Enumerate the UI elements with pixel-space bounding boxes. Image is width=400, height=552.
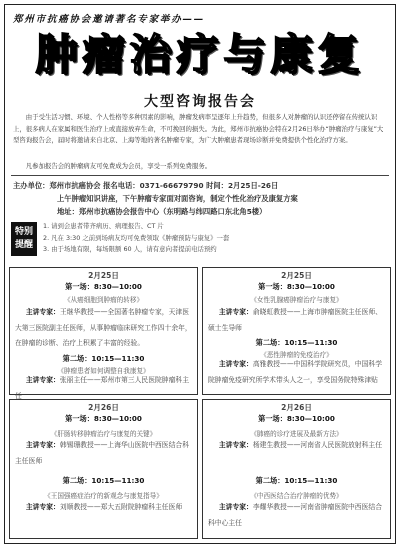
session-title: 第一场：8:30—10:00 xyxy=(65,414,142,423)
intro-paragraph: 由于受生活习惯、环境、个人性格等多种因素的影响，肿瘤发病率呈逐年上升趋势，但很多人对肿瘤的认识还停留在传统认识上，很多病人在家属和医生治疗上或直接放弃生命，不可挽回的损失。为此，郑州市抗癌协会特在2月26日举办“肿瘤治疗与康复”大型咨询报告会，届时将邀请来自北京、上海等地的著名肿瘤专家，为广大肿瘤患者现场诊断并免费提供个性化治疗方案。 xyxy=(13,113,384,145)
schedule-panel-feb26-right xyxy=(202,399,391,539)
expert-label: 主讲专家： xyxy=(25,503,60,511)
session-expert xyxy=(208,500,386,531)
session-topic: 《肿瘤患者如何调整自我康复》 xyxy=(57,367,150,375)
session-topic: 《恶性肿瘤的免疫治疗》 xyxy=(260,351,333,359)
notice-label-line2: 提醒 xyxy=(14,240,33,250)
notice-item: 3. 由于场地有限，每场限额 60 人，请有意向者提前电话预约 xyxy=(43,245,217,253)
expert-text: 高雅教授——中国科学院研究员，中国科学院肿瘤免疫研究所学术带头人之一，享受国务院特殊津贴 xyxy=(208,360,382,384)
panel-date: 2月25日 xyxy=(88,271,119,280)
session-expert xyxy=(15,500,193,516)
session-title: 第二场：10:15—11:30 xyxy=(62,354,145,363)
expert-text: 刘顺教授——郑大五附院肿瘤科主任医师 xyxy=(59,503,183,511)
panel-date: 2月25日 xyxy=(281,271,312,280)
schedule-panel-feb25-left xyxy=(9,267,198,400)
notice-label-line1: 特别 xyxy=(14,227,33,237)
host-line-address: 地址：郑州市抗癌协会报告中心（东明路与纬四路口东北角5楼） xyxy=(57,207,267,216)
special-notice xyxy=(11,221,391,259)
notice-label xyxy=(11,222,37,256)
session-title: 第二场：10:15—11:30 xyxy=(255,476,338,485)
expert-label: 主讲专家： xyxy=(25,308,60,316)
expert-text: 杨建生教授——河南省人民医院放射科主任 xyxy=(252,441,382,449)
subtitle: 大型咨询报告会 xyxy=(144,94,256,110)
notice-list xyxy=(43,221,229,256)
host-line-organizer: 主办单位：郑州市抗癌协会 报名电话：0371-66679790 时间：2月25日-26日 xyxy=(13,181,279,190)
session-expert xyxy=(208,357,386,388)
expert-label: 主讲专家： xyxy=(218,503,253,511)
expert-label: 主讲专家： xyxy=(25,441,60,449)
schedule-panel-feb25-right xyxy=(202,267,391,395)
expert-label: 主讲专家： xyxy=(218,441,253,449)
session-topic: 《王国强癌症治疗的新观念与康复指导》 xyxy=(44,492,163,500)
session-topic: 《肝肠转移肿瘤治疗与康复的关键》 xyxy=(50,430,157,438)
session-title: 第一场：8:30—10:00 xyxy=(258,282,335,291)
expert-text: 张丽主任——郑州市第三人民医院肿瘤科主任 xyxy=(15,376,189,400)
session-topic: 《女性乳腺癌肿瘤治疗与康复》 xyxy=(250,296,343,304)
session-title: 第一场：8:30—10:00 xyxy=(65,282,142,291)
panel-date: 2月26日 xyxy=(281,403,312,412)
title-banner xyxy=(19,27,381,83)
expert-label: 主讲专家： xyxy=(218,360,253,368)
session-topic: 《中西医结合治疗肿瘤的优势》 xyxy=(250,492,343,500)
divider xyxy=(11,175,389,176)
intro-line: 郑州市抗癌协会邀请著名专家举办—— xyxy=(13,14,206,25)
session-title: 第二场：10:15—11:30 xyxy=(62,476,145,485)
session-title: 第二场：10:15—11:30 xyxy=(255,338,338,347)
notice-item: 2. 凡在 3:30 之前到场病友均可免费领取《肿瘤预防与康复》一套 xyxy=(43,233,230,242)
expert-text: 韩锡珊教授——上海华山医院中西医结合科主任医师 xyxy=(15,441,189,465)
schedule-panel-feb26-left xyxy=(9,399,198,539)
expert-text: 李耀华教授——河南省肿瘤医院中西医结合科中心主任 xyxy=(208,503,382,527)
session-topic: 《肺癌的诊疗进展及最新方法》 xyxy=(250,430,343,438)
advertisement-page xyxy=(4,4,396,544)
session-expert xyxy=(208,305,386,336)
expert-text: 俞晓虹教授——上海市肿瘤医院主任医师、硕士生导师 xyxy=(208,308,382,332)
host-line-schedule: 上午肿瘤知识讲座，下午肿瘤专家面对面咨询，制定个性化治疗及康复方案 xyxy=(57,194,298,203)
member-paragraph: 凡参加报告会的肿瘤病友可免费成为会员，享受一系列免费服务。 xyxy=(25,162,212,170)
expert-label: 主讲专家： xyxy=(25,376,60,384)
panel-date: 2月26日 xyxy=(88,403,119,412)
session-expert xyxy=(208,438,386,454)
session-title: 第一场：8:30—10:00 xyxy=(258,414,335,423)
expert-label: 主讲专家： xyxy=(218,308,253,316)
session-expert xyxy=(15,305,193,352)
expert-text: 王继华教授——全国著名肿瘤专家，天津医大第三医院副主任医师，从事肿瘤临床研究工作四十余年，在肿瘤的诊断、治疗上积累了丰富的经验。 xyxy=(15,308,192,347)
main-title: 肿瘤治疗与康复 xyxy=(35,30,365,79)
notice-item: 1. 请到会患者带齐病历、病理报告、CT 片 xyxy=(43,222,164,230)
session-expert xyxy=(15,438,193,469)
session-topic: 《从癌细胞到肿瘤的转移》 xyxy=(63,296,144,304)
